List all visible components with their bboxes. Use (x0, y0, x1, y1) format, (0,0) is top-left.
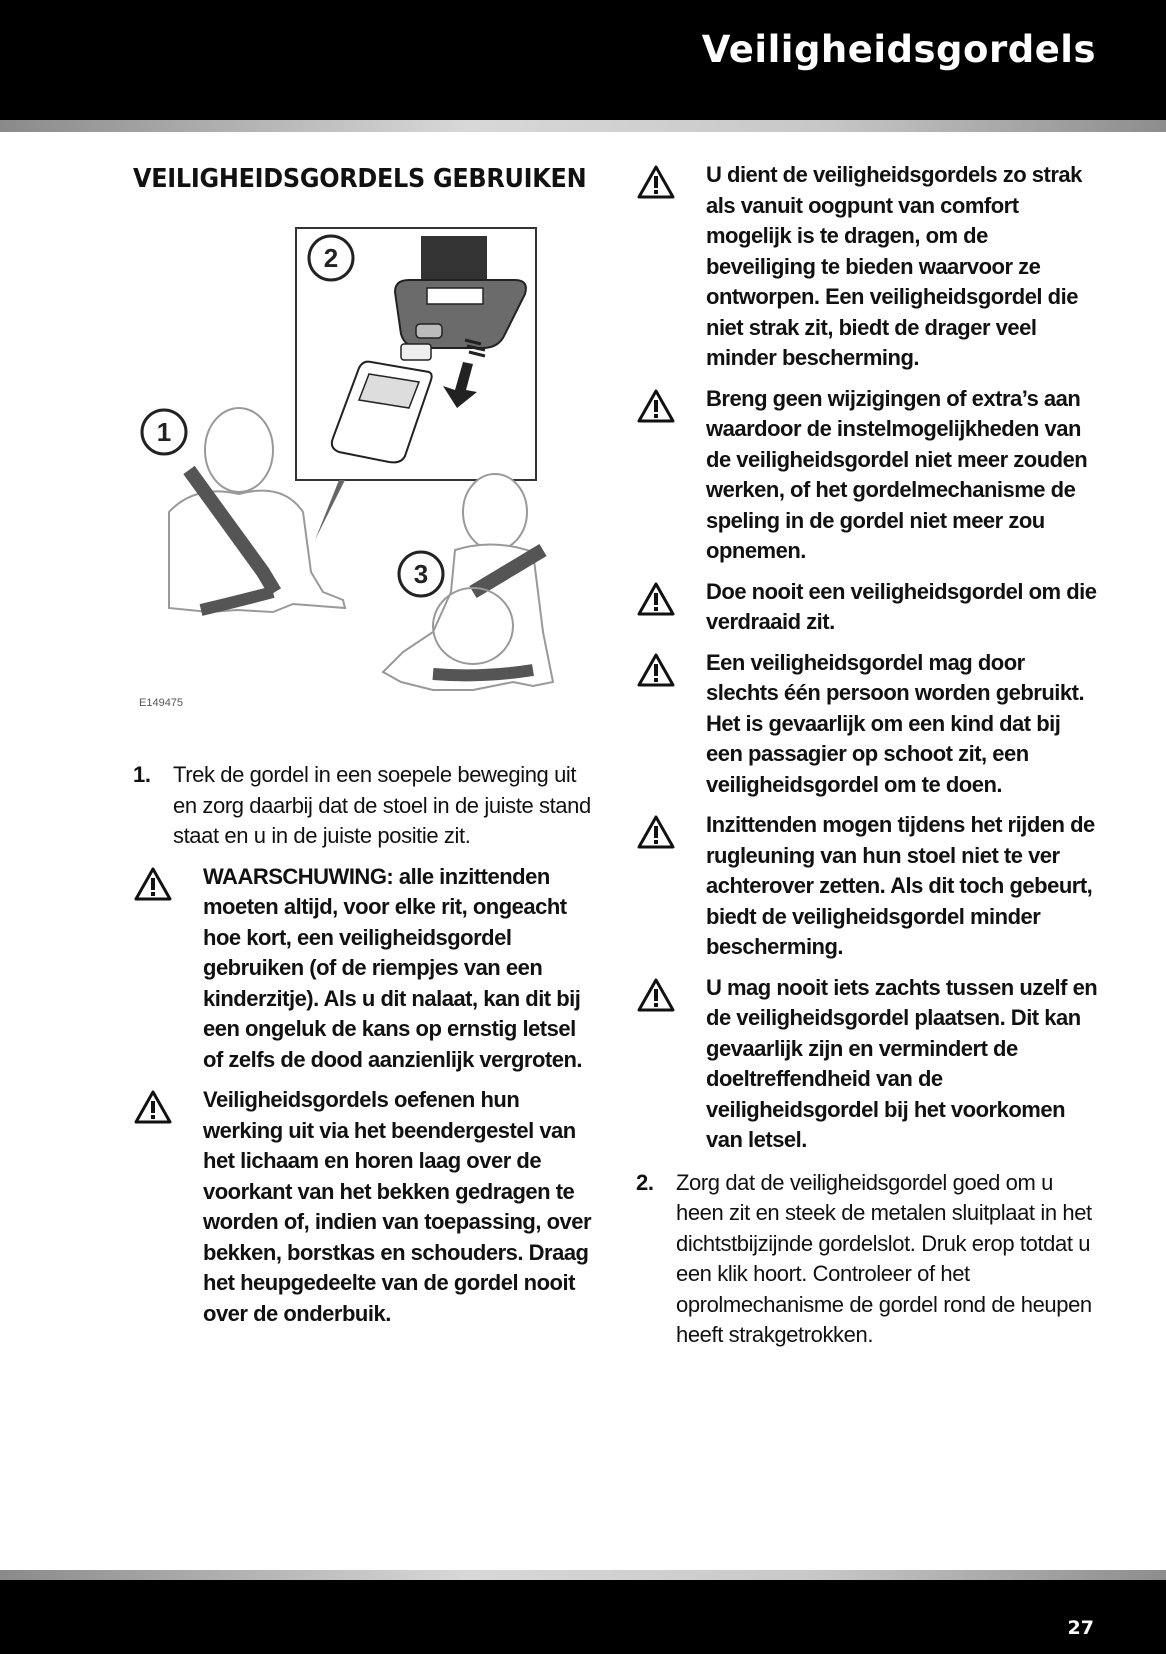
left-column (133, 160, 598, 1329)
warning-7: U mag nooit iets zachts tussen uzelf en de veiligheidsgordel plaatsen. Dit kan gevaarlijk zijn en vermindert de doeltreffendheid van de veiligheidsgordel bij het voorkomen van letsel. (636, 973, 1101, 1156)
warning-5: Een veiligheidsgordel mag door slechts één persoon worden gebruikt. Het is gevaarlijk om een kind dat bij een passagier op schoot zit, een veiligheidsgordel om te doen. (636, 648, 1101, 801)
warning-triangle-icon (636, 384, 706, 567)
right-column (636, 160, 1101, 1351)
step-1: 1. Trek de gordel in een soepele beweging uit en zorg daarbij dat de stoel in de juiste stand staat en u in de juiste positie zit. (133, 762, 591, 848)
footer-divider (0, 1570, 1166, 1580)
warning-triangle-icon (133, 1085, 203, 1329)
svg-text:2: 2 (323, 243, 339, 273)
warning-triangle-icon (636, 577, 706, 638)
warning-triangle-icon (636, 810, 706, 963)
svg-text:1: 1 (156, 417, 172, 447)
warning-3: Breng geen wijzigingen of extra’s aan waardoor de instelmogelijkheden van de veiligheidsgordel niet meer zouden werken, of het gordelmechanisme de speling in de gordel niet meer zou opnemen. (636, 384, 1101, 567)
seatbelt-drawing (133, 212, 598, 752)
person-3 (463, 474, 527, 550)
page-number: 27 (1067, 1617, 1094, 1639)
figure-code: E149475 (139, 697, 184, 709)
warning-0: WAARSCHUWING: alle inzittenden moeten altijd, voor elke rit, ongeacht hoe kort, een veiligheidsgordel gebruiken (of de riempjes van een kinderzitje). Als u dit nalaat, kan dit bij een ongeluk de kans op ernstig letsel of zelfs de dood aanzienlijk vergroten. (133, 862, 598, 1076)
header-divider (0, 120, 1166, 132)
page-footer (0, 1580, 1166, 1654)
warning-4: Doe nooit een veiligheidsgordel om die verdraaid zit. (636, 577, 1101, 638)
page-header (0, 0, 1166, 120)
warning-2: U dient de veiligheidsgordels zo strak als vanuit oogpunt van comfort mogelijk is te dragen, om de beveiliging te bieden waarvoor ze ontworpen. Een veiligheidsgordel die niet strak zit, biedt de drager veel minder bescherming. (636, 160, 1101, 374)
svg-text:3: 3 (413, 559, 429, 589)
warning-triangle-icon (133, 862, 203, 1076)
step-2: 2. Zorg dat de veiligheidsgordel goed om u heen zit en steek de metalen sluitplaat in het dichtstbijzijnde gordelslot. Druk erop totdat u een klik hoort. Controleer of het oprolmechanisme de gordel rond de heupen heeft strakgetrokken. (636, 1169, 1092, 1347)
person-1 (205, 408, 273, 492)
chapter-title: Veiligheidsgordels (701, 28, 1096, 71)
section-title: VEILIGHEIDSGORDELS GEBRUIKEN (133, 164, 587, 194)
warning-triangle-icon (636, 160, 706, 374)
seatbelt-illustration (133, 212, 598, 752)
warning-1: Veiligheidsgordels oefenen hun werking uit via het beendergestel van het lichaam en horen laag over de voorkant van het bekken gedragen te worden of, indien van toepassing, over bekken, borstkas en schouders. Draag het heupgedeelte van de gordel nooit over de onderbuik. (133, 1085, 598, 1329)
warning-6: Inzittenden mogen tijdens het rijden de rugleuning van hun stoel niet te ver achterover zetten. Als dit toch gebeurt, biedt de veiligheidsgordel minder bescherming. (636, 810, 1101, 963)
warning-triangle-icon (636, 973, 706, 1156)
warning-triangle-icon (636, 648, 706, 801)
